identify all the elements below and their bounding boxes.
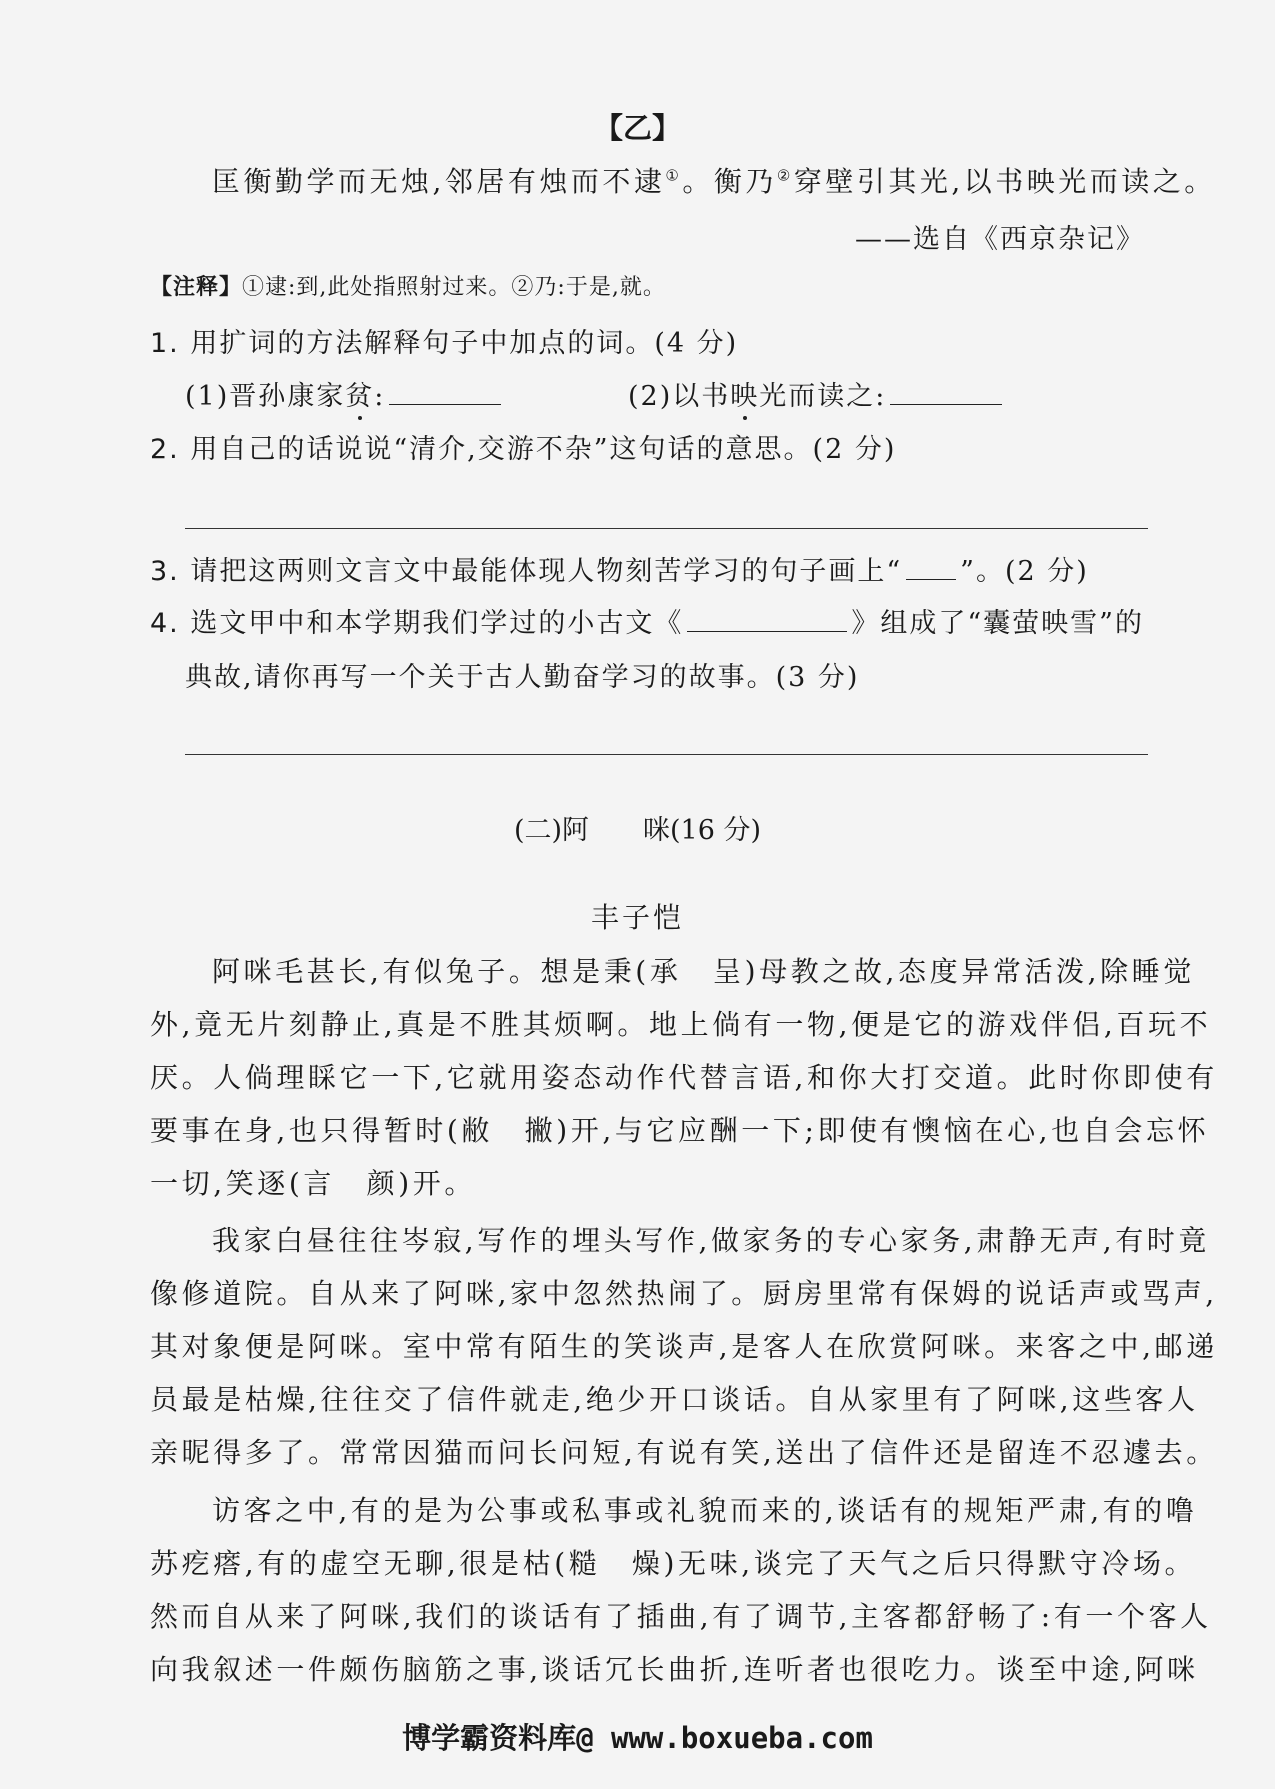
underline-mark	[906, 561, 956, 580]
question-text: 用自己的话说说“清介,交游不杂”这句话的意思。(2 分)	[190, 434, 897, 465]
text-line: 我家白昼往往岑寂,写作的埋头写作,做家务的专心家务,肃静无声,有时竟	[212, 1224, 1211, 1257]
sub-text: (2)以书	[628, 381, 731, 412]
text-line: 外,竟无片刻静止,真是不胜其烦啊。地上倘有一物,便是它的游戏伴侣,百玩不	[150, 1008, 1212, 1041]
question-number: 2.	[150, 434, 180, 465]
section-b-title: 【乙】	[593, 111, 681, 145]
question-1-sub-1	[185, 374, 505, 413]
sub-text: 光而读之:	[759, 381, 887, 412]
question-number: 4.	[150, 608, 180, 639]
annotation-label: 【注释】	[150, 275, 243, 300]
section-2-heading: (二)阿 咪(16 分)	[513, 815, 762, 846]
question-3	[150, 549, 1089, 588]
text-line: 然而自从来了阿咪,我们的谈话有了插曲,有了调节,主客都舒畅了:有一个客人	[150, 1600, 1212, 1633]
question-1	[150, 321, 738, 360]
text-line: 苏疙瘩,有的虚空无聊,很是枯(糙 燥)无味,谈完了天气之后只得默守冷场。	[150, 1547, 1197, 1580]
text-line: 要事在身,也只得暂时(敝 撇)开,与它应酬一下;即使有懊恼在心,也自会忘怀	[150, 1114, 1210, 1147]
text-line: 员最是枯燥,往往交了信件就走,绝少开口谈话。自从家里有了阿咪,这些客人	[150, 1383, 1199, 1416]
question-text: 选文甲中和本学期我们学过的小古文《	[190, 608, 684, 639]
question-text: 请把这两则文言文中最能体现人物刻苦学习的句子画上“	[190, 556, 903, 587]
answer-line[interactable]	[185, 754, 1148, 755]
question-number: 1.	[150, 328, 180, 359]
question-text: 》组成了“囊萤映雪”的	[851, 608, 1144, 639]
text-line: 亲昵得多了。常常因猫而问长问短,有说有笑,送出了信件还是留连不忍遽去。	[150, 1436, 1218, 1469]
question-text: ”。(2 分)	[960, 556, 1089, 587]
text-line: 向我叙述一件颇伤脑筋之事,谈话冗长曲折,连听者也很吃力。谈至中途,阿咪	[150, 1653, 1199, 1686]
text-line: 阿咪毛甚长,有似兔子。想是秉(承 呈)母教之故,态度异常活泼,除睡觉	[212, 955, 1195, 988]
annotation-text: ①逮:到,此处指照射过来。②乃:于是,就。	[242, 275, 666, 300]
note-ref: ②	[776, 166, 794, 185]
text-line: 访客之中,有的是为公事或私事或礼貌而来的,谈话有的规矩严肃,有的噜	[212, 1494, 1198, 1527]
sub-text: :	[374, 381, 386, 412]
dotted-char: 映	[730, 381, 760, 412]
question-text: 用扩词的方法解释句子中加点的词。(4 分)	[190, 328, 739, 359]
question-1-sub-2	[628, 374, 1006, 413]
note-ref: ①	[665, 166, 683, 185]
question-number: 3.	[150, 556, 180, 587]
sub-text: (1)晋孙康家	[185, 381, 346, 412]
footer-watermark: 博学霸资料库@ www.boxueba.com	[402, 1721, 873, 1755]
answer-line[interactable]	[185, 528, 1148, 529]
text-segment: 匡衡勤学而无烛,邻居有烛而不逮	[212, 165, 666, 198]
text-segment: 。衡乃	[682, 165, 777, 198]
source-citation: ——选自《西京杂记》	[855, 224, 1145, 255]
answer-blank[interactable]	[890, 380, 1002, 405]
author: 丰子恺	[590, 901, 684, 934]
question-4-cont: 典故,请你再写一个关于古人勤奋学习的故事。(3 分)	[185, 662, 860, 693]
text-line: 厌。人倘理睬它一下,它就用姿态动作代替言语,和你大打交道。此时你即使有	[150, 1061, 1218, 1094]
dotted-char: 贫	[345, 381, 375, 412]
text-line: 一切,笑逐(言 颜)开。	[150, 1167, 476, 1200]
question-4	[150, 601, 1144, 640]
text-line: 像修道院。自从来了阿咪,家中忽然热闹了。厨房里常有保姆的说话声或骂声,	[150, 1277, 1218, 1310]
answer-blank[interactable]	[389, 380, 501, 405]
question-2	[150, 427, 896, 466]
answer-blank[interactable]	[687, 607, 847, 632]
text-segment: 穿壁引其光,以书映光而读之。	[793, 165, 1216, 198]
section-b-text	[212, 160, 1216, 200]
text-line: 其对象便是阿咪。室中常有陌生的笑谈声,是客人在欣赏阿咪。来客之中,邮递	[150, 1330, 1218, 1363]
annotation	[150, 270, 666, 301]
